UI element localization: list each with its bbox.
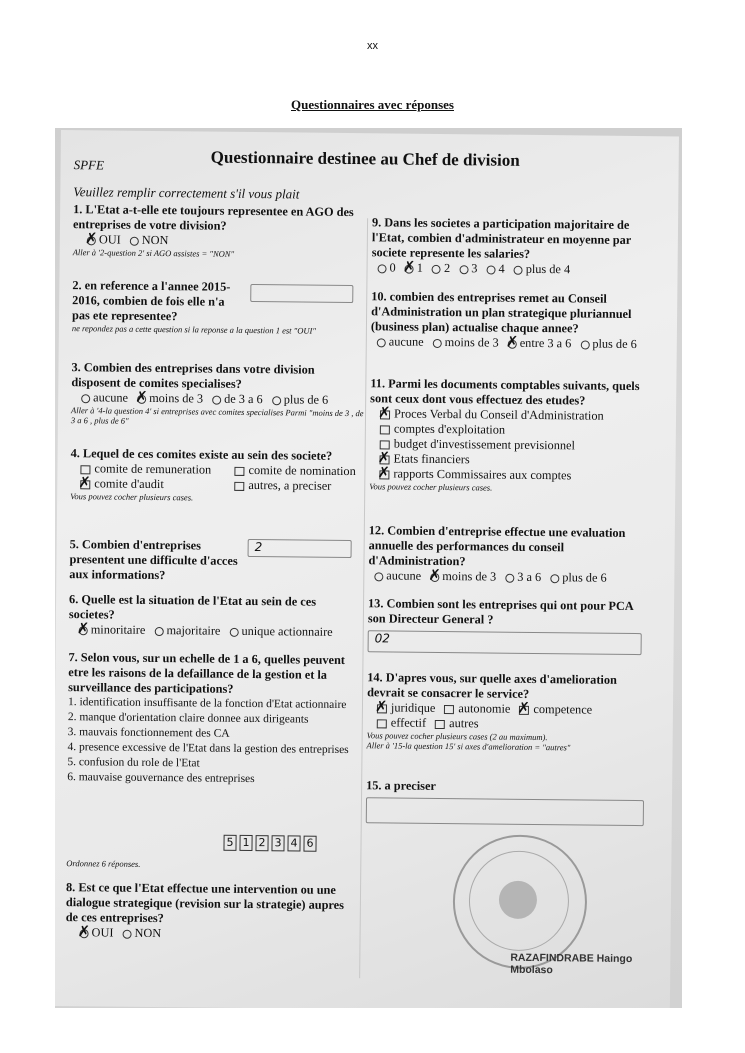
rank-box[interactable]: 2 xyxy=(255,835,268,851)
checkbox-checked-icon[interactable] xyxy=(380,410,390,419)
option-label: 0 xyxy=(389,260,396,275)
question-3-text: 3. Combien des entreprises dans votre division disposent de comites specialises? xyxy=(71,360,315,391)
option-label: entre 3 a 6 xyxy=(519,335,572,351)
option-label: aucune xyxy=(386,568,422,583)
question-6 xyxy=(69,592,364,640)
radio-icon[interactable] xyxy=(433,339,442,348)
question-12 xyxy=(368,523,654,586)
list-item: 4. presence excessive de l'Etat dans la gestion des entreprises xyxy=(67,741,349,757)
option-label: comptes d'exploitation xyxy=(393,421,506,437)
radio-icon[interactable] xyxy=(130,236,139,245)
page-number: xx xyxy=(367,40,378,52)
checkbox-icon[interactable] xyxy=(435,720,445,729)
form-instruction: Veuillez remplir correctement s'il vous plait xyxy=(73,184,300,202)
checkbox-checked-icon[interactable] xyxy=(519,706,529,715)
question-11 xyxy=(369,376,660,494)
option-label: comite de nomination xyxy=(248,462,356,479)
question-9-text: 9. Dans les societes a participation majoritaire de l'Etat, combien d'administrateur en moyenne par societe represente les salaries? xyxy=(371,215,632,261)
answer-field[interactable] xyxy=(250,284,353,303)
radio-icon[interactable] xyxy=(580,340,589,349)
question-10-text: 10. combien des entreprises remet au Conseil d'Administration un plan strategique pluriannuel (business plan) actualise chaque annee? xyxy=(370,289,632,336)
question-3-note: Aller à '4-la question 4' si entreprises avec comites specialises Parmi "moins de 3 , de 3 a 6 , plus de 6" xyxy=(70,405,364,426)
option-label: moins de 3 xyxy=(149,390,204,406)
option-label: rapports Commissaires aux comptes xyxy=(393,466,572,483)
option-label: effectif xyxy=(390,715,427,730)
question-7 xyxy=(67,650,363,788)
option-label: plus de 4 xyxy=(525,261,571,277)
option-label: Etats financiers xyxy=(393,451,470,467)
question-2-text: 2. en reference a l'annee 2015-2016, combien de fois elle n'a pas ete representee? xyxy=(71,278,231,324)
option-label: de 3 a 6 xyxy=(224,391,263,407)
radio-icon[interactable] xyxy=(81,394,90,403)
checkbox-icon[interactable] xyxy=(234,482,244,491)
radio-icon[interactable] xyxy=(272,396,281,405)
question-9 xyxy=(371,215,652,278)
option-label: moins de 3 xyxy=(442,569,497,584)
question-3 xyxy=(71,360,367,428)
answer-field[interactable]: 2 xyxy=(248,539,352,558)
checkbox-checked-icon[interactable] xyxy=(379,470,389,479)
option-label: juridique xyxy=(390,700,436,715)
option-label: autres xyxy=(449,716,479,731)
question-8 xyxy=(66,880,357,943)
radio-icon[interactable] xyxy=(374,572,383,581)
list-item: 6. mauvaise gouvernance des entreprises xyxy=(67,771,255,786)
radio-icon[interactable] xyxy=(378,264,387,273)
question-14-note: Vous pouvez cocher plusieurs cases (2 au maximum). xyxy=(366,730,548,743)
radio-checked-icon[interactable] xyxy=(80,929,89,938)
list-item: 1. identification insuffisante de la fonction d'Etat actionnaire xyxy=(67,696,347,712)
radio-icon[interactable] xyxy=(514,265,523,274)
radio-icon[interactable] xyxy=(550,574,559,583)
question-6-text: 6. Quelle est la situation de l'Etat au sein de ces societes? xyxy=(68,592,317,622)
radio-checked-icon[interactable] xyxy=(79,626,88,635)
question-14-note: Aller à '15-la question 15' si axes d'amelioration = "autres" xyxy=(366,740,571,753)
checkbox-checked-icon[interactable] xyxy=(377,704,387,713)
option-label: 3 a 6 xyxy=(517,569,542,585)
rank-box[interactable]: 3 xyxy=(271,835,284,851)
option-label: aucune xyxy=(388,334,424,349)
question-4-note: Vous pouvez cocher plusieurs cases. xyxy=(70,491,194,503)
option-label: plus de 6 xyxy=(283,392,329,407)
option-label: 4 xyxy=(498,261,505,276)
checkbox-icon[interactable] xyxy=(377,719,387,728)
answer-field[interactable]: 02 xyxy=(368,630,642,655)
list-item: 5. confusion du role de l'Etat xyxy=(67,756,200,770)
radio-checked-icon[interactable] xyxy=(137,394,146,403)
questionnaire-sheet xyxy=(55,130,679,1008)
form-brand: SPFE xyxy=(73,157,105,173)
option-label: autres, a preciser xyxy=(248,477,332,493)
question-4 xyxy=(70,446,366,504)
question-2 xyxy=(72,278,363,336)
radio-icon[interactable] xyxy=(212,395,221,404)
document-title: Questionnaires avec réponses xyxy=(291,97,454,112)
checkbox-checked-icon[interactable] xyxy=(80,480,90,489)
radio-icon[interactable] xyxy=(229,627,238,636)
question-7-text: 7. Selon vous, sur un echelle de 1 a 6, quelles peuvent etre les raisons de la defaillance de la gestion et la surveillance des participations? xyxy=(68,650,346,696)
rank-box[interactable]: 6 xyxy=(303,836,316,852)
option-label: 3 xyxy=(471,261,478,276)
radio-icon[interactable] xyxy=(377,338,386,347)
option-label: OUI xyxy=(91,925,114,940)
option-label: NON xyxy=(134,925,162,941)
option-label: budget d'investissement previsionnel xyxy=(393,436,575,453)
question-13-text: 13. Combien sont les entreprises qui ont pour PCA son Directeur General ? xyxy=(367,596,634,627)
question-10 xyxy=(371,289,657,352)
option-label: Proces Verbal du Conseil d'Administration xyxy=(393,406,604,423)
rank-box[interactable]: 5 xyxy=(223,835,236,851)
option-label: majoritaire xyxy=(166,623,221,638)
question-1-note: Aller à '2-question 2' si AGO assistes = "NON" xyxy=(72,247,235,259)
question-12-text: 12. Combien d'entreprise effectue une evaluation annuelle des performances du conseil d'Administration? xyxy=(368,523,626,569)
question-7-note: Ordonnez 6 réponses. xyxy=(66,858,141,869)
option-label: aucune xyxy=(93,390,129,405)
question-14 xyxy=(367,670,658,753)
radio-checked-icon[interactable] xyxy=(508,339,517,348)
option-label: 1 xyxy=(416,260,424,275)
rank-box[interactable]: 4 xyxy=(287,835,300,851)
question-8-text: 8. Est ce que l'Etat effectue une intervention ou une dialogue strategique (revision sur la strategie) aupres de ces entreprises? xyxy=(65,880,345,926)
list-item: 2. manque d'orientation claire donnee aux dirigeants xyxy=(67,711,309,726)
question-4-text: 4. Lequel de ces comites existe au sein des societe? xyxy=(70,446,333,463)
checkbox-icon[interactable] xyxy=(444,705,454,714)
question-13 xyxy=(368,596,654,655)
question-15-text: 15. a preciser xyxy=(366,778,437,793)
option-label: plus de 6 xyxy=(562,570,607,585)
option-label: comite de remuneration xyxy=(94,461,212,477)
question-14-text: 14. D'apres vous, sur quelle axes d'amelioration devrait se consacrer le service? xyxy=(367,670,617,701)
option-label: OUI xyxy=(98,232,121,247)
question-11-text: 11. Parmi les documents comptables suivants, quels sont ceux dont vous effectuez des etudes? xyxy=(370,376,640,408)
radio-icon[interactable] xyxy=(505,573,514,582)
form-title: Questionnaire destinee au Chef de division xyxy=(210,147,520,170)
question-1-text: 1. L'Etat a-t-elle ete toujours representee en AGO des entreprises de votre division? xyxy=(72,202,354,233)
radio-icon[interactable] xyxy=(459,265,468,274)
question-2-note: ne repondez pas a cette question si la reponse a la question 1 est "OUI" xyxy=(71,323,316,336)
radio-icon[interactable] xyxy=(122,929,131,938)
answer-field[interactable] xyxy=(366,797,644,826)
list-item: 3. mauvais fonctionnement des CA xyxy=(67,726,230,740)
option-label: minoritaire xyxy=(90,622,146,637)
radio-icon[interactable] xyxy=(154,627,163,636)
option-label: autonomie xyxy=(458,701,511,716)
option-label: NON xyxy=(141,232,169,248)
signature: RAZAFINDRABE Haingo Mbolaso xyxy=(510,951,633,977)
radio-icon[interactable] xyxy=(432,265,441,274)
official-stamp xyxy=(452,834,587,969)
question-11-note: Vous pouvez cocher plusieurs cases. xyxy=(369,481,493,493)
option-label: plus de 6 xyxy=(592,336,637,352)
checkbox-icon[interactable] xyxy=(380,425,390,434)
questionnaire-photo xyxy=(55,128,682,1008)
question-5-text: 5. Combien d'entreprises presentent une difficulte d'acces aux informations? xyxy=(69,537,238,583)
radio-checked-icon[interactable] xyxy=(405,264,414,273)
option-label: 2 xyxy=(443,261,451,276)
question-1 xyxy=(73,202,364,260)
option-label: moins de 3 xyxy=(444,335,499,350)
radio-icon[interactable] xyxy=(486,265,495,274)
radio-checked-icon[interactable] xyxy=(87,236,96,245)
question-15 xyxy=(366,778,651,826)
option-label: competence xyxy=(533,701,593,717)
option-label: unique actionnaire xyxy=(241,623,333,639)
ranking-boxes xyxy=(223,835,319,852)
rank-box[interactable]: 1 xyxy=(239,835,252,851)
radio-checked-icon[interactable] xyxy=(430,573,439,582)
question-5 xyxy=(69,537,364,585)
option-label: comite d'audit xyxy=(94,476,164,492)
checkbox-icon[interactable] xyxy=(234,467,244,476)
